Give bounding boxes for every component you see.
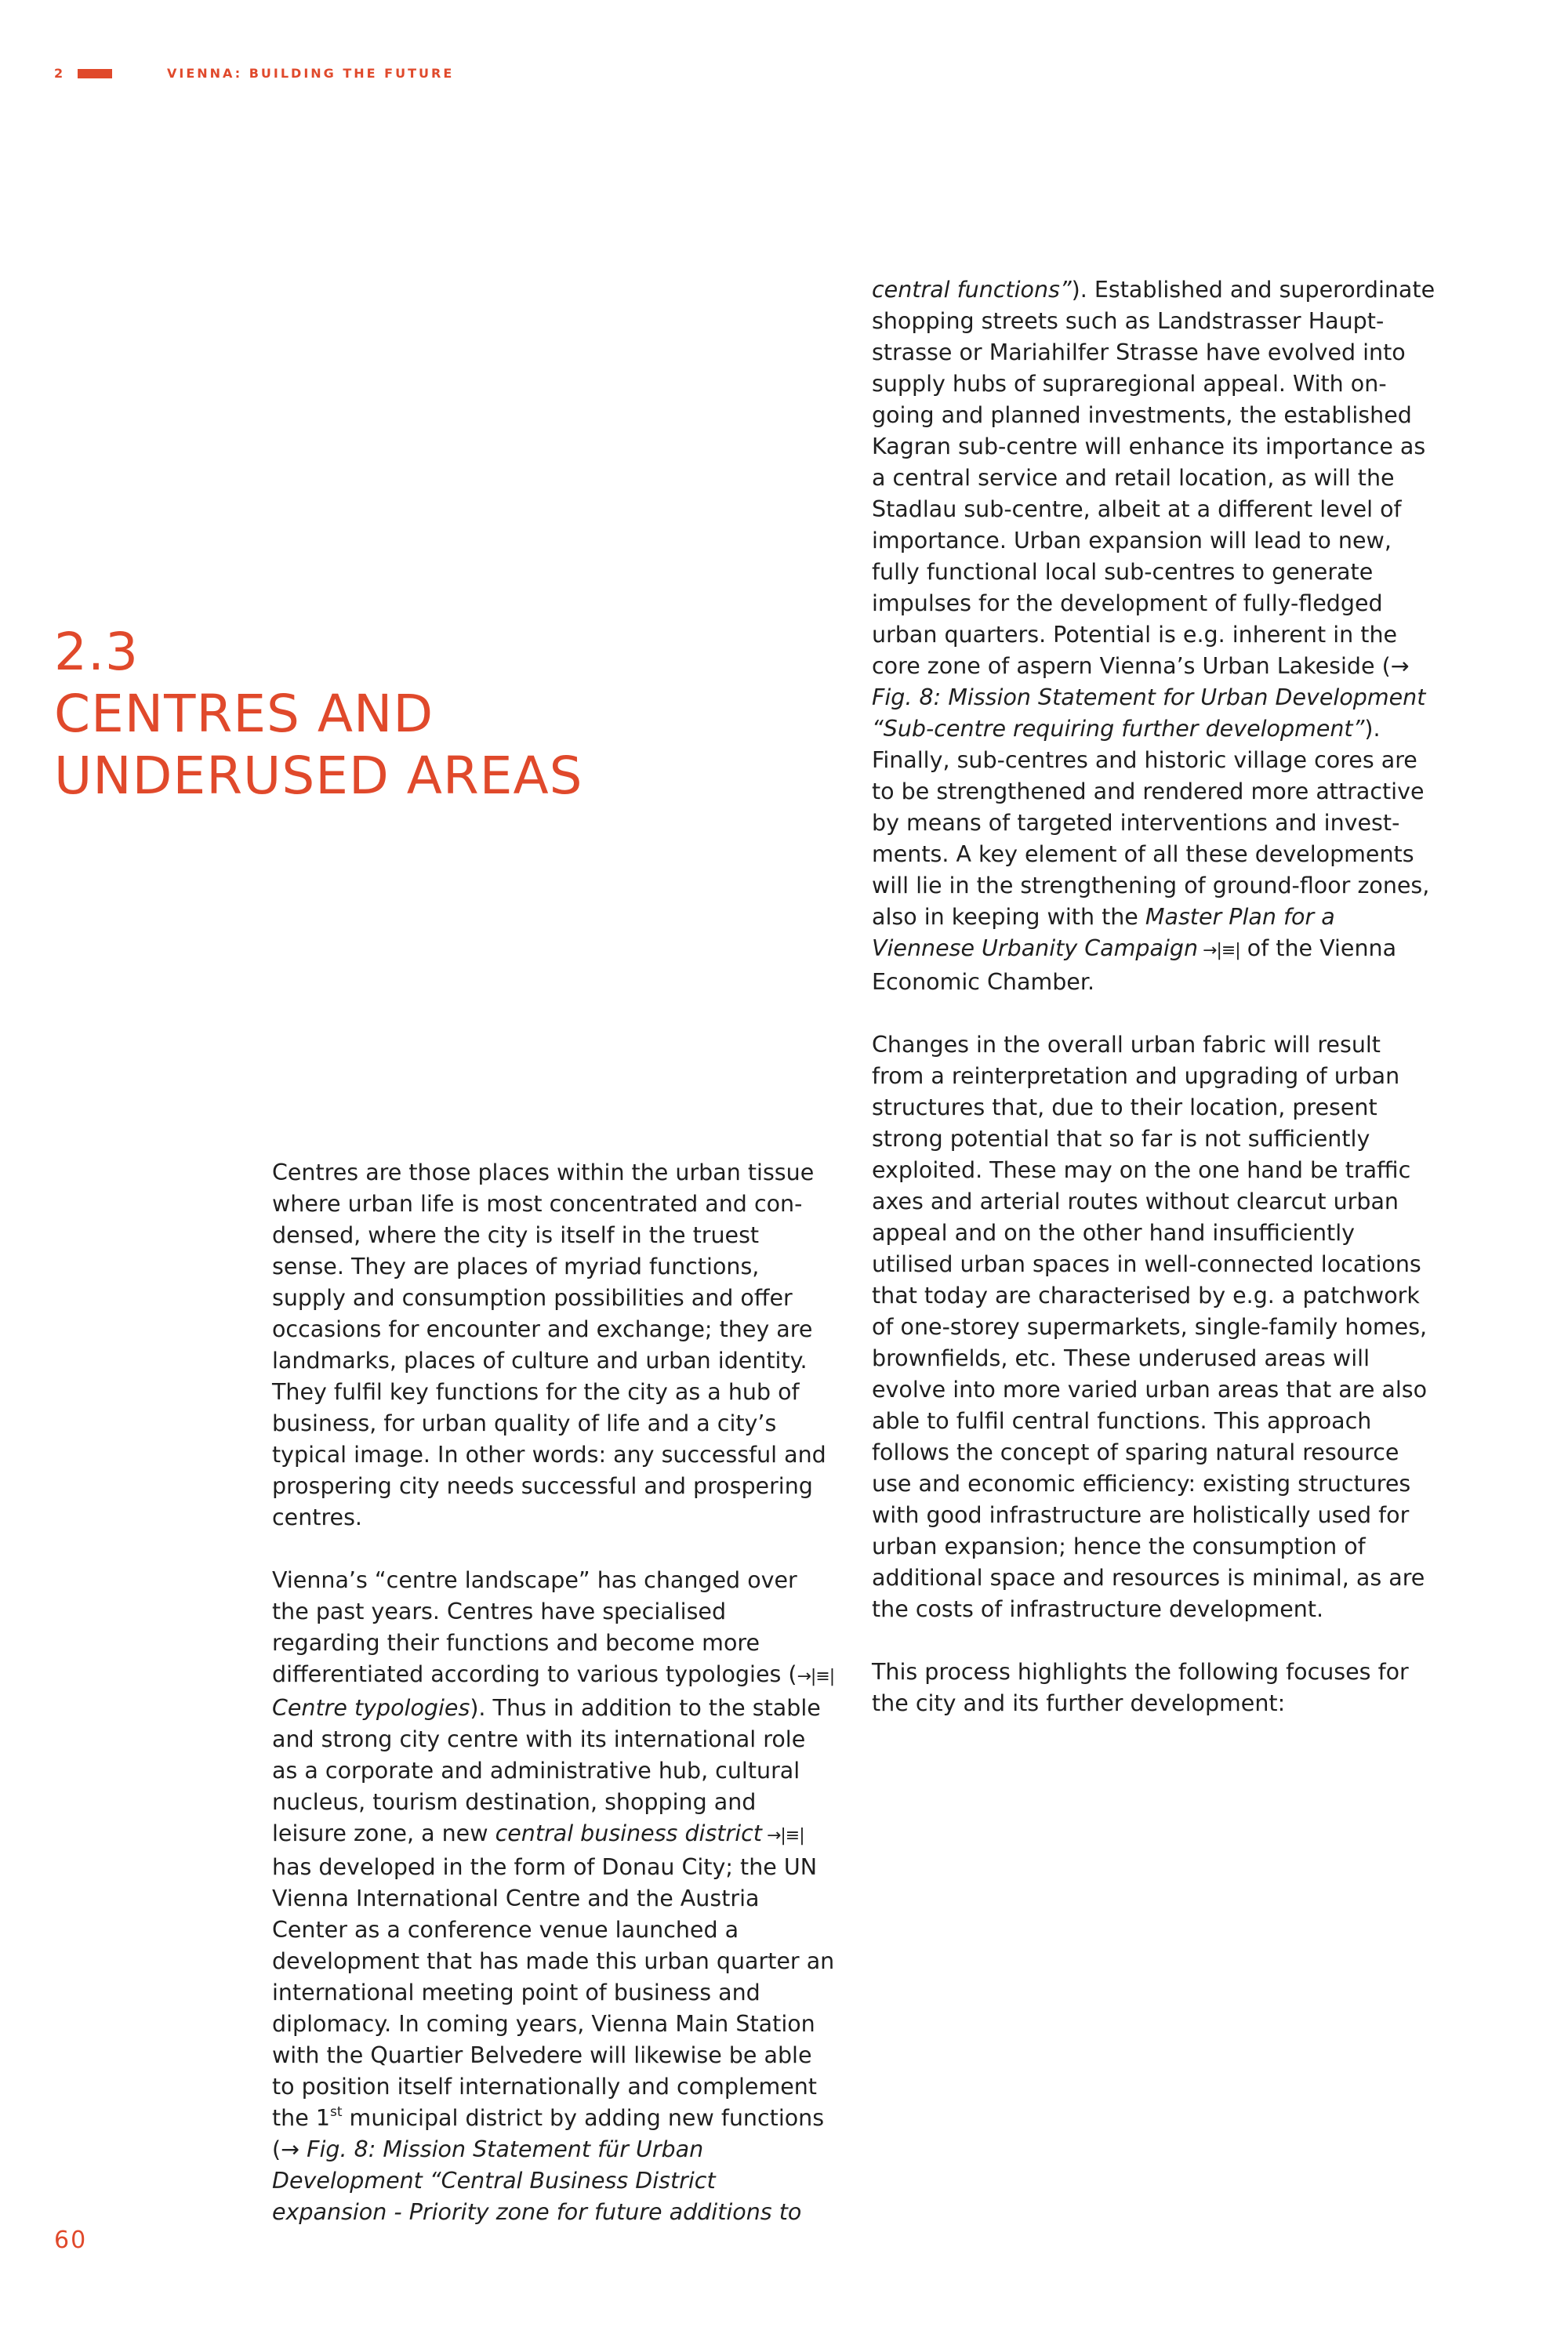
- paragraph: [272, 1565, 837, 2228]
- paragraph-text: has developed in the form of Donau City; the UN Vienna International Centre and the Austria Center as a conference venue launched a development that has made this urban quarter an international meeting point of business and diplomacy. In coming years, Vienna Main Station with the Quartier Belvedere will likewise be able to position itself internationally and complement the 1: [272, 1854, 835, 2131]
- paragraph-text: municipal district by adding new functions (: [272, 2105, 825, 2162]
- section-heading: [54, 621, 697, 807]
- paragraph-text: ). Thus in addition to the stable and strong city centre with its international role as a corporate and administrative hub, cultural nucleus, tourism destination, shopping and leisure zone, a new: [272, 1695, 821, 1846]
- arrow-icon: →: [1390, 653, 1410, 679]
- arrow-icon: →: [281, 2136, 300, 2162]
- paragraph: [872, 274, 1436, 998]
- paragraph-text: ). Finally, sub-centres and historic village cores are to be strengthened and rendered more attractive by means of targeted interventions and investments. A key element of all these developments will lie in the strengthening of ground-floor zones, also in keeping with the: [872, 716, 1430, 930]
- page-number: 60: [54, 2227, 88, 2254]
- right-text-column: [872, 274, 1436, 1719]
- left-text-column: [272, 1157, 837, 2228]
- paragraph: Changes in the overall urban fabric will result from a reinterpretation and upgrading of urban structures that, due to their location, present strong potential that so far is not sufficiently exploited. These may on the one hand be traffic axes and arterial routes without clearcut urban appeal and on the other hand insufficiently utilised urban spaces in well-connected locations that today are characterised by e.g. a patchwork of one-storey supermarkets, single-family homes, brownfields, etc. These underused areas will evolve into more varied urban areas that are also able to fulfil central functions. This approach follows the concept of sparing natural resource use and economic efficiency: existing structures with good infrastructure are holistically used for urban expansion; hence the consumption of additional space and resources is minimal, as are the costs of infrastructure development.: [872, 1032, 1428, 1622]
- paragraph-text: ). Established and superordinate shopping streets such as Landstrasser Hauptstrasse or Mariahilfer Strasse have evolved into supply hubs of supraregional appeal. With ongoing and planned investments, the established Kagran sub-centre will enhance its importance as a central service and retail location, as will the Stadlau sub-centre, albeit at a different level of importance. Urban expansion will lead to new, fully functional local sub-centres to generate impulses for the development of fully-fledged urban quarters. Potential is e.g. inherent in the core zone of aspern Vienna’s Urban Lakeside (: [872, 277, 1436, 679]
- figure-reference-continuation: central functions”: [872, 277, 1072, 303]
- glossary-link-central-business-district[interactable]: central business district: [495, 1820, 762, 1846]
- glossary-reference-icon[interactable]: →|≡|: [761, 1826, 804, 1846]
- figure-reference-fig-8[interactable]: Fig. 8: Mission Statement for Urban Development “Sub-centre requiring further development”: [872, 684, 1426, 742]
- paragraph: Centres are those places within the urban tissue where urban life is most concentrated and condensed, where the city is itself in the truest sense. They are places of myriad functions, supply and consumption possibilities and offer occasions for encounter and exchange; they are landmarks, places of culture and urban identity. They fulfil key functions for the city as a hub of business, for urban quality of life and a city’s typical image. In other words: any successful and prospering city needs successful and prospering centres.: [272, 1160, 826, 1530]
- chapter-number: 2: [54, 66, 66, 81]
- glossary-reference-icon[interactable]: →|≡|: [1198, 941, 1240, 960]
- chapter-accent-bar: [78, 69, 112, 78]
- paragraph-text: Vienna’s “centre landscape” has changed over the past years. Centres have specialised regarding their functions and become more differentiated according to various typologies (: [272, 1567, 797, 1687]
- figure-reference-fig-8[interactable]: Fig. 8: Mission Statement für Urban Development “Central Business District expansion - Priority zone for future additions to: [272, 2136, 802, 2225]
- running-header: [54, 66, 454, 81]
- section-number: 2.3: [54, 622, 139, 682]
- section-title-line-2: UNDERUSED AREAS: [54, 746, 583, 806]
- ordinal-superscript: st: [329, 2103, 343, 2120]
- glossary-reference-icon[interactable]: →|≡|: [797, 1667, 835, 1686]
- running-title: VIENNA: BUILDING THE FUTURE: [167, 66, 455, 81]
- section-title-line-1: CENTRES AND: [54, 684, 434, 744]
- glossary-link-master-plan[interactable]: Master Plan for a Viennese Urbanity Campaign: [872, 904, 1335, 961]
- paragraph: This process highlights the following focuses for the city and its further development:: [872, 1659, 1409, 1716]
- glossary-link-centre-typologies[interactable]: Centre typologies: [272, 1695, 470, 1721]
- paragraph-text: of the Vienna Economic Chamber.: [872, 935, 1397, 995]
